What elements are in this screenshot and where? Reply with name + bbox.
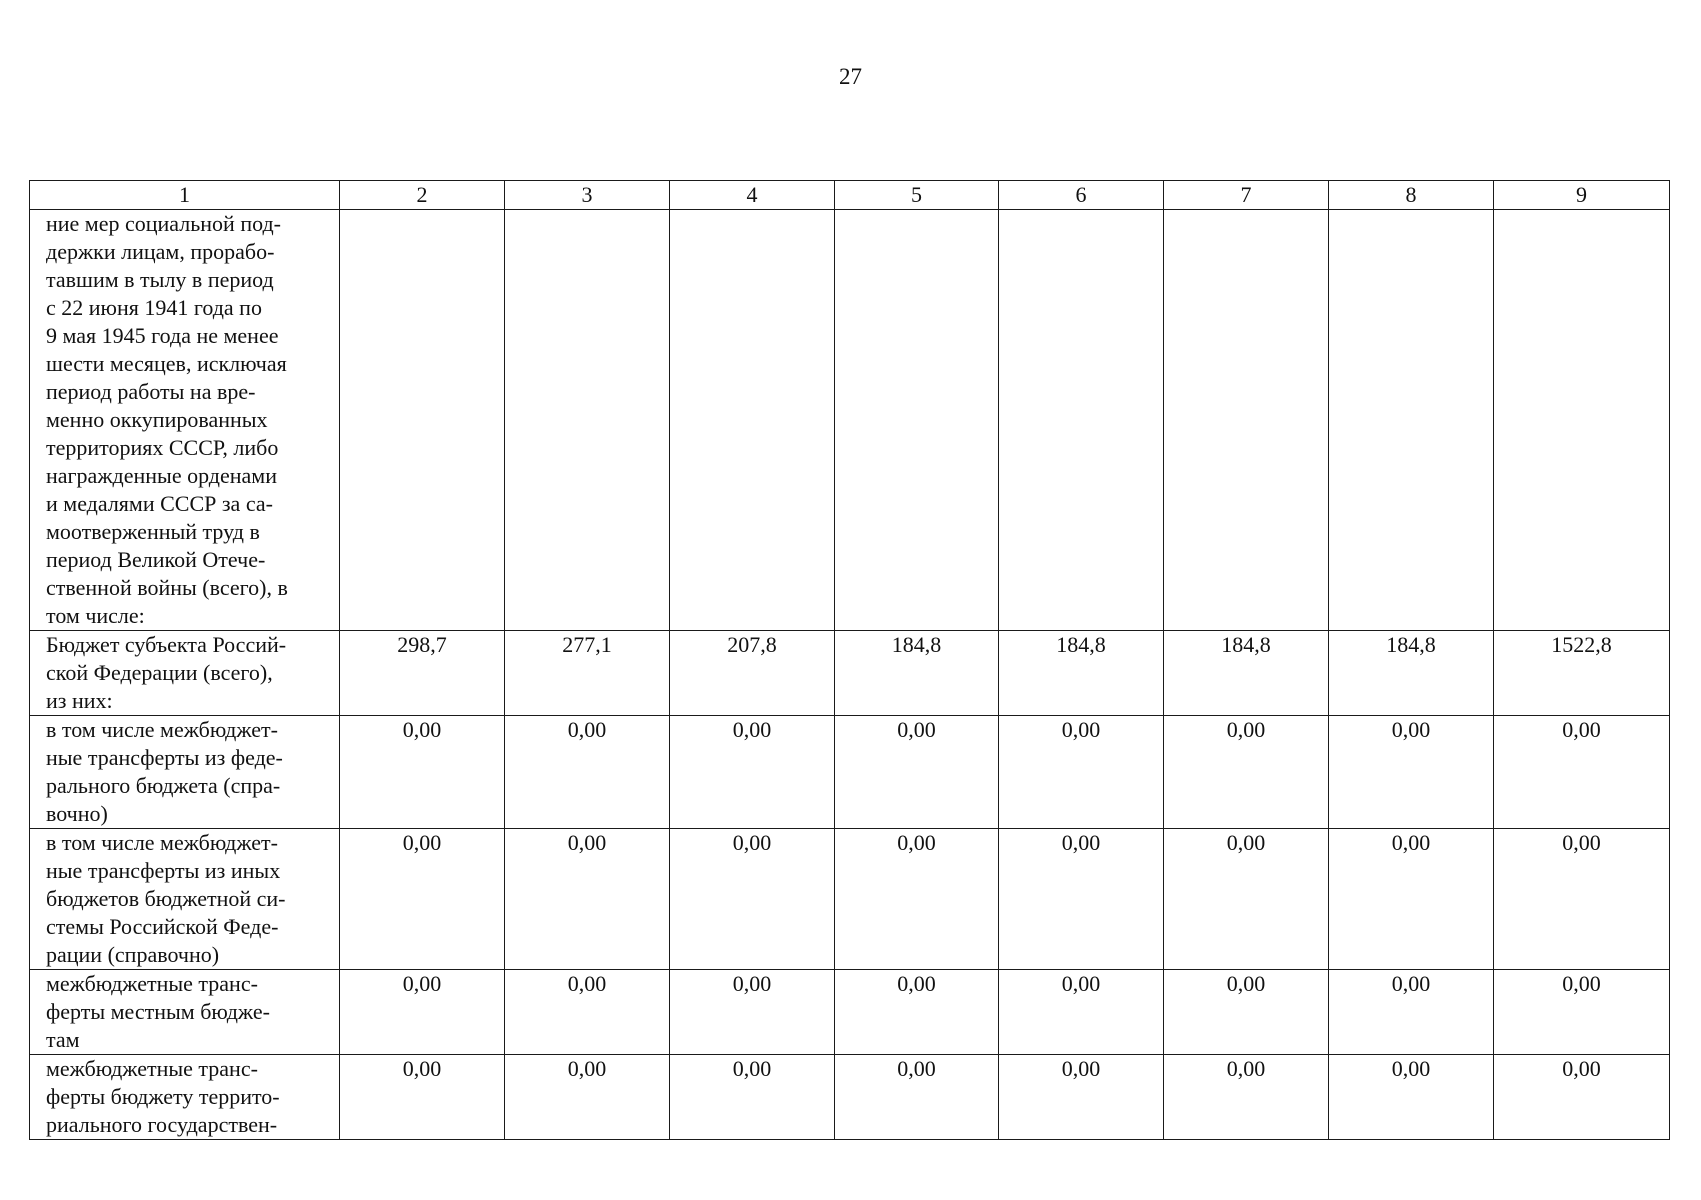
budget-table xyxy=(29,180,1670,1140)
column-number-header: 4 xyxy=(670,181,835,210)
table-row xyxy=(30,210,1670,631)
row-value-cell: 0,00 xyxy=(999,1055,1164,1140)
row-value-cell: 277,1 xyxy=(505,631,670,716)
row-value-cell: 1522,8 xyxy=(1494,631,1670,716)
row-value-cell: 207,8 xyxy=(670,631,835,716)
column-number-header: 1 xyxy=(30,181,340,210)
row-value-cell xyxy=(1164,210,1329,631)
column-number-header: 7 xyxy=(1164,181,1329,210)
row-value-cell: 0,00 xyxy=(1494,716,1670,829)
row-value-cell: 0,00 xyxy=(340,829,505,970)
row-value-cell: 0,00 xyxy=(670,716,835,829)
row-label: в том числе межбюджет- ные трансферты из иных бюджетов бюджетной си- стемы Российской Феде- рации (справочно) xyxy=(30,829,340,970)
row-value-cell: 0,00 xyxy=(340,1055,505,1140)
row-value-cell: 184,8 xyxy=(999,631,1164,716)
row-value-cell: 0,00 xyxy=(505,829,670,970)
row-value-cell xyxy=(505,210,670,631)
row-value-cell: 0,00 xyxy=(835,1055,999,1140)
row-value-cell: 0,00 xyxy=(999,716,1164,829)
row-value-cell: 0,00 xyxy=(1329,970,1494,1055)
row-value-cell: 0,00 xyxy=(670,1055,835,1140)
row-value-cell xyxy=(1329,210,1494,631)
row-value-cell xyxy=(835,210,999,631)
row-value-cell xyxy=(1494,210,1670,631)
table-row xyxy=(30,716,1670,829)
row-value-cell: 0,00 xyxy=(505,970,670,1055)
row-value-cell: 0,00 xyxy=(1329,829,1494,970)
row-label: в том числе межбюджет- ные трансферты из феде- рального бюджета (спра- вочно) xyxy=(30,716,340,829)
column-number-header: 5 xyxy=(835,181,999,210)
row-value-cell: 0,00 xyxy=(999,829,1164,970)
row-value-cell: 0,00 xyxy=(505,716,670,829)
column-number-header: 3 xyxy=(505,181,670,210)
row-value-cell: 0,00 xyxy=(1329,1055,1494,1140)
row-value-cell: 0,00 xyxy=(999,970,1164,1055)
table-row xyxy=(30,970,1670,1055)
row-value-cell: 0,00 xyxy=(340,716,505,829)
row-value-cell: 0,00 xyxy=(340,970,505,1055)
row-label: межбюджетные транс- ферты местным бюдже- там xyxy=(30,970,340,1055)
table-row xyxy=(30,631,1670,716)
column-number-header: 6 xyxy=(999,181,1164,210)
column-number-header: 2 xyxy=(340,181,505,210)
row-value-cell: 0,00 xyxy=(835,716,999,829)
column-number-header: 8 xyxy=(1329,181,1494,210)
row-value-cell: 184,8 xyxy=(1164,631,1329,716)
row-value-cell: 0,00 xyxy=(1494,1055,1670,1140)
table-row xyxy=(30,829,1670,970)
row-value-cell: 0,00 xyxy=(1164,829,1329,970)
table-row xyxy=(30,1055,1670,1140)
row-value-cell: 0,00 xyxy=(1329,716,1494,829)
row-value-cell: 0,00 xyxy=(1164,970,1329,1055)
row-value-cell: 0,00 xyxy=(1164,716,1329,829)
row-value-cell: 0,00 xyxy=(1494,970,1670,1055)
page-number: 27 xyxy=(839,64,862,89)
row-value-cell: 184,8 xyxy=(1329,631,1494,716)
column-number-row xyxy=(30,181,1670,210)
row-value-cell xyxy=(999,210,1164,631)
row-value-cell xyxy=(670,210,835,631)
row-value-cell: 0,00 xyxy=(670,970,835,1055)
row-value-cell: 0,00 xyxy=(505,1055,670,1140)
row-value-cell xyxy=(340,210,505,631)
row-value-cell: 0,00 xyxy=(835,829,999,970)
row-label: Бюджет субъекта Россий- ской Федерации (всего), из них: xyxy=(30,631,340,716)
row-value-cell: 0,00 xyxy=(670,829,835,970)
row-value-cell: 0,00 xyxy=(835,970,999,1055)
row-value-cell: 184,8 xyxy=(835,631,999,716)
row-label: ние мер социальной под- держки лицам, прорабо- тавшим в тылу в период с 22 июня 1941 года по 9 мая 1945 года не менее шести месяцев, исключая период работы на вре- менно оккупированных территориях СССР, либо награжденные орденами и медалями СССР за са- моотверженный труд в период Великой Отече- ственной войны (всего), в том числе: xyxy=(30,210,340,631)
row-value-cell: 0,00 xyxy=(1494,829,1670,970)
row-label: межбюджетные транс- ферты бюджету террито- риального государствен- xyxy=(30,1055,340,1140)
row-value-cell: 298,7 xyxy=(340,631,505,716)
column-number-header: 9 xyxy=(1494,181,1670,210)
row-value-cell: 0,00 xyxy=(1164,1055,1329,1140)
